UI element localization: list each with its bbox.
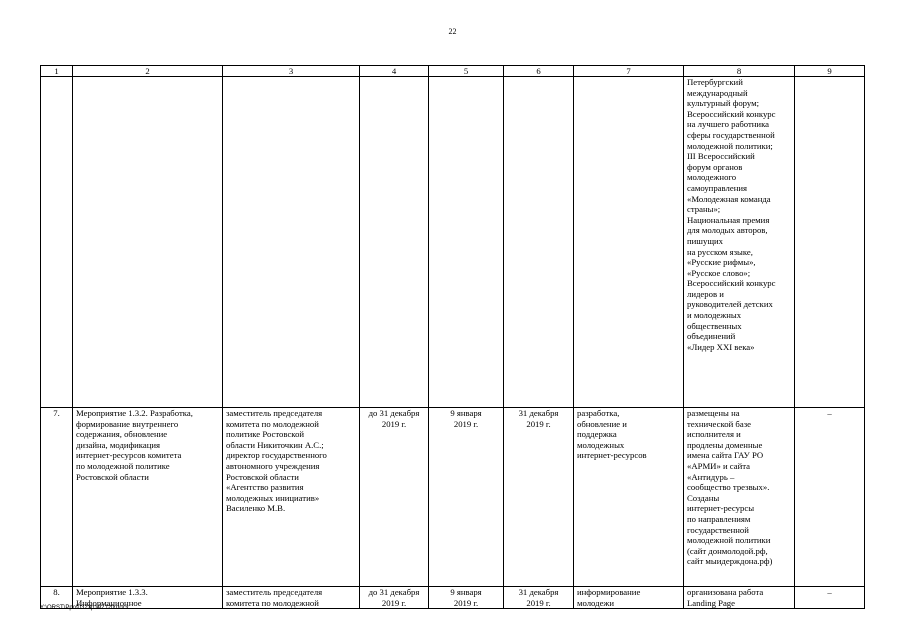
actual-result-cell: организована работа Landing Page: [684, 587, 795, 609]
column-number: 1: [41, 66, 73, 77]
end-date-cell: [504, 77, 574, 408]
deadline-cell: [360, 77, 429, 408]
table-row: [41, 587, 865, 609]
column-number: 5: [429, 66, 504, 77]
column-number: 8: [684, 66, 795, 77]
column-number-row: [41, 66, 865, 77]
column-number: 7: [574, 66, 684, 77]
column-number: 4: [360, 66, 429, 77]
notes-cell: [795, 77, 865, 408]
notes-cell: –: [795, 587, 865, 609]
row-number-cell: [41, 77, 73, 408]
responsible-cell: заместитель председателя комитета по молодежной политике Ростовской области Никиточкин А.С.; директор государственного автономного учреждения Ростовской области «Агентство развития молодежных инициатив» Василенко М.В.: [223, 408, 360, 587]
activity-cell: Мероприятие 1.3.3. Информационное: [73, 587, 223, 609]
row-number-cell: 7.: [41, 408, 73, 587]
column-number: 9: [795, 66, 865, 77]
expected-result-cell: информирование молодежи: [574, 587, 684, 609]
expected-result-cell: [574, 77, 684, 408]
table-row: [41, 77, 865, 408]
activity-cell: [73, 77, 223, 408]
expected-result-cell: разработка, обновление и поддержка молодежных интернет-ресурсов: [574, 408, 684, 587]
report-table: [40, 65, 865, 609]
actual-result-cell: Петербургский международный культурный форум; Всероссийский конкурс на лучшего работника сферы государственной молодежной политики; III Всероссийский форум органов молодежного самоуправления «Молодежная команда страны»; Национальная премия для молодых авторов, пишущих на русском языке, «Русские рифмы», «Русское слово»; Всероссийский конкурс лидеров и руководителей детских и молодежных общественных объединений «Лидер XXI века»: [684, 77, 795, 408]
responsible-cell: заместитель председателя комитета по молодежной: [223, 587, 360, 609]
start-date-cell: 9 января 2019 г.: [429, 408, 504, 587]
deadline-cell: до 31 декабря 2019 г.: [360, 587, 429, 609]
deadline-cell: до 31 декабря 2019 г.: [360, 408, 429, 587]
column-number: 6: [504, 66, 574, 77]
start-date-cell: 9 января 2019 г.: [429, 587, 504, 609]
responsible-cell: [223, 77, 360, 408]
column-number: 3: [223, 66, 360, 77]
start-date-cell: [429, 77, 504, 408]
actual-result-cell: размещены на технической базе исполнителя и продлены доменные имена сайта ГАУ РО «АРМИ» и сайта «Антидурь – сообщество трезвых». Созданы интернет-ресурсы по направлениям государственной молодежной политики (сайт донмолодой.рф, сайт мыидерждона.рф): [684, 408, 795, 587]
row-number-cell: 8.: [41, 587, 73, 609]
file-path-footer: Y:\ORST\Ppo\0323p192.f20.docx: [40, 605, 129, 611]
column-number: 2: [73, 66, 223, 77]
table-row: [41, 408, 865, 587]
notes-cell: –: [795, 408, 865, 587]
end-date-cell: 31 декабря 2019 г.: [504, 408, 574, 587]
end-date-cell: 31 декабря 2019 г.: [504, 587, 574, 609]
page-number: 22: [448, 27, 457, 36]
activity-cell: Мероприятие 1.3.2. Разработка, формирование внутреннего содержания, обновление дизайна, модификация интернет-ресурсов комитета по молодежной политике Ростовской области: [73, 408, 223, 587]
